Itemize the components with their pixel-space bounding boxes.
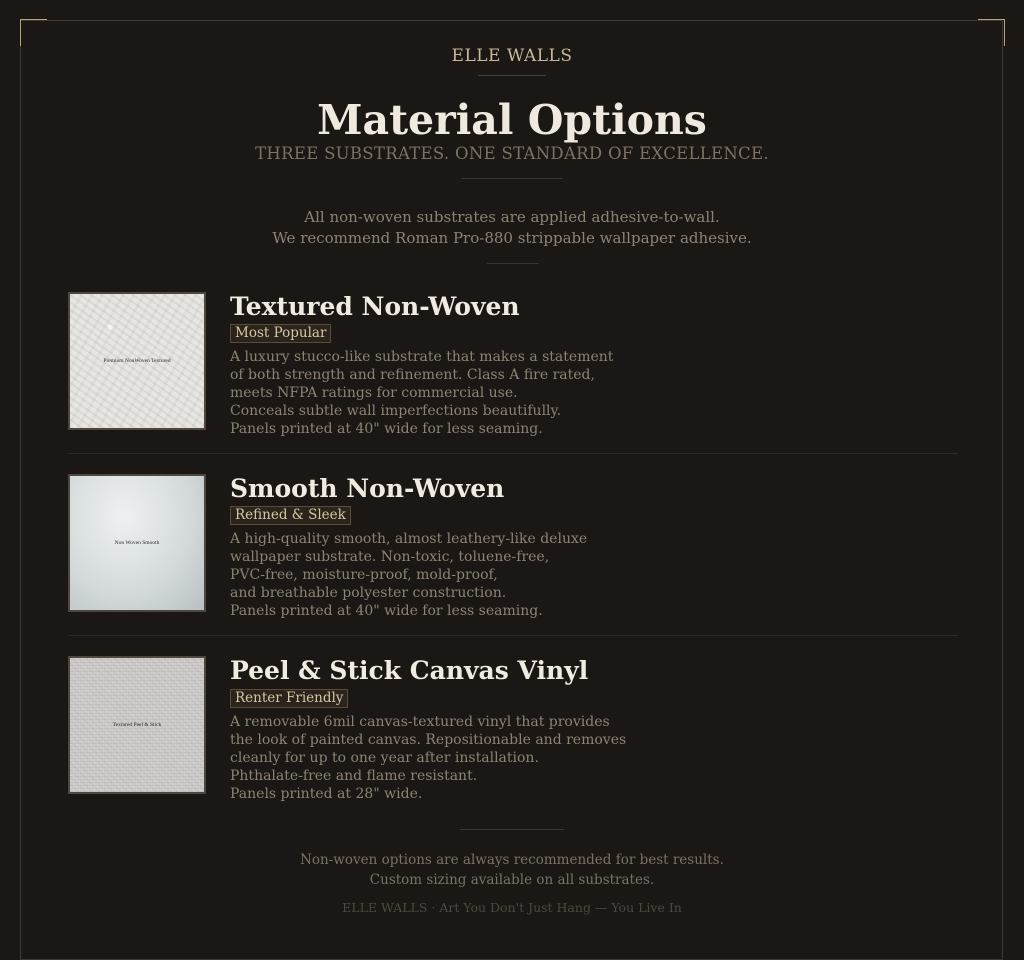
product-name: Peel & Stick Canvas Vinyl	[230, 656, 589, 685]
description-line: Panels printed at 40" wide for less seaming.	[230, 421, 543, 437]
product-name: Smooth Non-Woven	[230, 474, 505, 503]
intro-line: All non-woven substrates are applied adhesive-to-wall.	[304, 208, 720, 226]
description-line: Phthalate-free and flame resistant.	[230, 768, 478, 784]
description-line: the look of painted canvas. Repositionable and removes	[230, 732, 627, 748]
description-line: of both strength and refinement. Class A fire rated,	[230, 367, 595, 383]
page-title: Material Options	[317, 96, 707, 144]
footer-tagline: ELLE WALLS · Art You Don't Just Hang — You Live In	[342, 900, 682, 915]
description-line: meets NFPA ratings for commercial use.	[230, 385, 518, 401]
swatch-label: Premium NonWoven Textured	[103, 358, 171, 364]
description-line: and breathable polyester construction.	[230, 585, 507, 601]
brand-name: ELLE WALLS	[451, 46, 573, 66]
footnote-line: Custom sizing available on all substrates.	[369, 872, 655, 888]
swatch-label: Non Woven Smooth	[114, 540, 160, 546]
description-line: cleanly for up to one year after installation.	[230, 750, 539, 766]
product-info	[230, 292, 930, 438]
description-line: PVC-free, moisture-proof, mold-proof,	[230, 567, 498, 583]
description-line: A luxury stucco-like substrate that makes a statement	[230, 349, 614, 365]
footnote-divider	[460, 829, 564, 830]
product-badge: Renter Friendly	[230, 689, 348, 708]
intro-divider	[487, 263, 539, 264]
product-name: Textured Non-Woven	[230, 292, 520, 321]
frame-corner-top-right	[978, 19, 1005, 46]
swatch-image	[68, 656, 206, 794]
swatch-image	[68, 474, 206, 612]
page-subtitle: THREE SUBSTRATES. ONE STANDARD OF EXCELLENCE.	[255, 144, 769, 163]
product-info	[230, 656, 930, 803]
subtitle-divider	[461, 178, 563, 179]
description-line: wallpaper substrate. Non-toxic, toluene-free,	[230, 549, 550, 565]
swatch-label: Textured Peel & Stick	[112, 722, 162, 728]
product-separator	[68, 453, 958, 454]
description-line: Conceals subtle wall imperfections beautifully.	[230, 403, 562, 419]
description-line: Panels printed at 40" wide for less seaming.	[230, 603, 543, 619]
frame-corner-top-left	[20, 19, 47, 46]
product-separator	[68, 635, 958, 636]
footnote	[0, 850, 1024, 890]
product-description	[230, 348, 930, 438]
description-line: A high-quality smooth, almost leathery-like deluxe	[230, 531, 588, 547]
swatch-image	[68, 292, 206, 430]
product-badge: Refined & Sleek	[230, 506, 351, 525]
product-description	[230, 530, 930, 620]
brand-divider	[478, 75, 546, 76]
description-line: A removable 6mil canvas-textured vinyl that provides	[230, 714, 610, 730]
intro-line: We recommend Roman Pro-880 strippable wallpaper adhesive.	[272, 229, 752, 247]
product-badge: Most Popular	[230, 324, 331, 343]
description-line: Panels printed at 28" wide.	[230, 786, 423, 802]
product-description	[230, 713, 930, 803]
intro-text	[0, 207, 1024, 249]
product-info	[230, 474, 930, 620]
footnote-line: Non-woven options are always recommended for best results.	[300, 852, 724, 868]
